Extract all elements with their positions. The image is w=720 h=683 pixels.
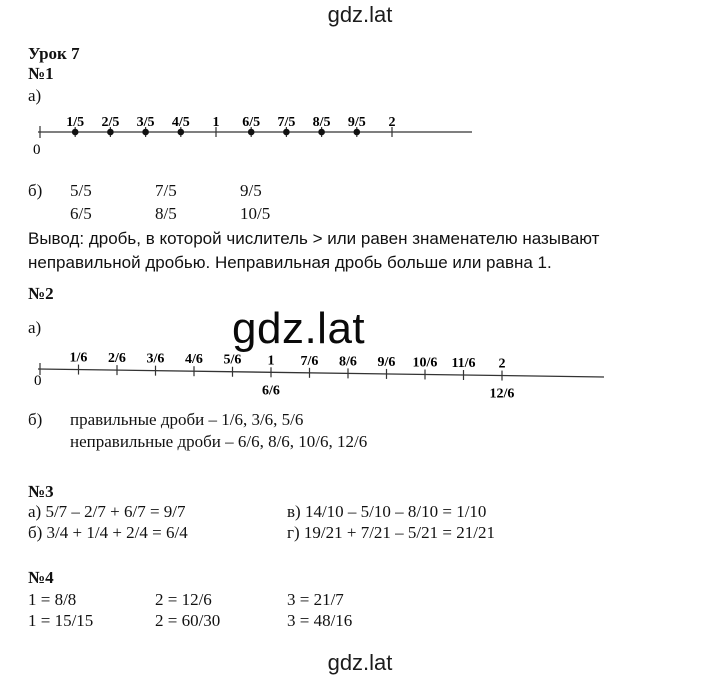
- task2-tick-label: 5/6: [223, 352, 242, 368]
- task1-conclusion-line2: неправильной дробью. Неправильная дробь больше или равна 1.: [28, 253, 552, 272]
- task1-tick-label: 2: [388, 115, 396, 130]
- task3-number: №3: [28, 482, 54, 501]
- task2-below-label: 6/6: [262, 383, 280, 399]
- task2-below-label: 12/6: [489, 386, 515, 402]
- task1-conclusion-line1: Вывод: дробь, в которой числитель > или равен знаменателю называют: [28, 229, 600, 248]
- watermark-middle: gdz.lat: [232, 304, 366, 353]
- task1-fraction: 6/5: [70, 204, 92, 223]
- task2-tick-label: 4/6: [185, 352, 203, 368]
- task2-part-b: б): [28, 410, 43, 429]
- task4-equation: 1 = 8/8: [28, 590, 77, 609]
- task2-number-line: [0, 342, 720, 404]
- task3-item-g: г) 19/21 + 7/21 – 5/21 = 21/21: [287, 523, 495, 542]
- watermark-top: gdz.lat: [327, 2, 393, 27]
- task3-item-b: б) 3/4 + 1/4 + 2/4 = 6/4: [28, 523, 188, 542]
- task3-item-v: в) 14/10 – 5/10 – 8/10 = 1/10: [287, 502, 487, 521]
- task1-fraction: 5/5: [70, 181, 92, 200]
- task4-equation: 2 = 12/6: [155, 590, 212, 609]
- task2-tick-label: 8/6: [339, 354, 357, 370]
- task1-tick-label: 3/5: [136, 115, 155, 130]
- lesson-title: Урок 7: [28, 44, 80, 63]
- task2-tick-label: 7/6: [300, 353, 319, 369]
- task2-improper-fractions: неправильные дроби – 6/6, 8/6, 10/6, 12/6: [70, 432, 368, 451]
- task4-number: №4: [28, 568, 54, 587]
- task1-tick-label: 8/5: [312, 115, 331, 130]
- task2-tick-label: 2/6: [108, 351, 126, 367]
- task1-tick-label: 6/5: [242, 115, 261, 130]
- task1-tick-label: 4/5: [171, 115, 190, 130]
- task1-part-a: а): [28, 86, 42, 105]
- task4-equation: 3 = 21/7: [287, 590, 344, 609]
- task1-fraction: 10/5: [240, 204, 271, 223]
- task2-tick-label: 9/6: [377, 354, 396, 370]
- task4-equation: 1 = 15/15: [28, 611, 94, 630]
- task1-fraction: 8/5: [155, 204, 177, 223]
- task2-proper-fractions: правильные дроби – 1/6, 3/6, 5/6: [70, 410, 304, 429]
- task2-tick-label: 10/6: [412, 355, 438, 371]
- task1-tick-label: 9/5: [347, 115, 366, 130]
- task2-number: №2: [28, 284, 54, 303]
- task2-zero-label: 0: [34, 373, 42, 389]
- task1-tick-label: 1: [212, 115, 220, 130]
- task2-tick-label: 3/6: [146, 351, 165, 367]
- task1-fraction: 7/5: [155, 181, 177, 200]
- task4-equation: 2 = 60/30: [155, 611, 221, 630]
- task2-tick-label: 11/6: [451, 356, 476, 372]
- task1-zero-label: 0: [33, 142, 41, 158]
- task2-tick-label: 1/6: [69, 350, 88, 366]
- task4-equation: 3 = 48/16: [287, 611, 353, 630]
- task1-tick-label: 2/5: [101, 115, 120, 130]
- task1-number-line: [0, 105, 720, 160]
- task1-tick-label: 1/5: [66, 115, 85, 130]
- task2-axis: [38, 369, 604, 377]
- task3-item-a: а) 5/7 – 2/7 + 6/7 = 9/7: [28, 502, 186, 521]
- task1-fraction: 9/5: [240, 181, 262, 200]
- task2-tick-label: 1: [267, 353, 275, 369]
- task1-number: №1: [28, 64, 54, 83]
- task1-tick-label: 7/5: [277, 115, 296, 130]
- watermark-bottom: gdz.lat: [327, 650, 393, 675]
- task2-part-a: а): [28, 318, 42, 337]
- task1-part-b: б): [28, 181, 43, 200]
- task2-tick-label: 2: [498, 356, 506, 372]
